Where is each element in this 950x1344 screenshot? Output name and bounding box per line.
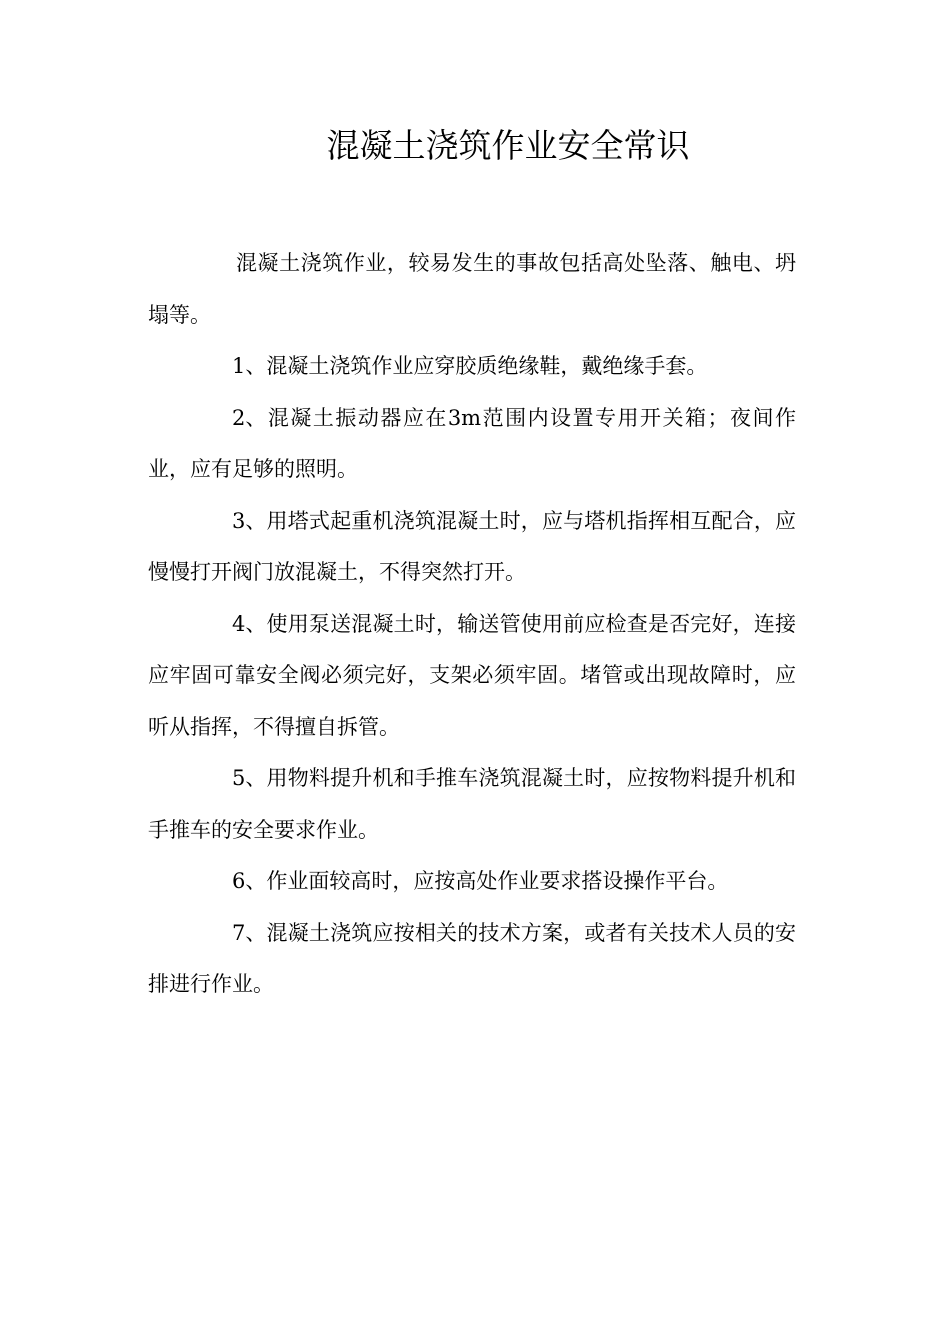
item-number: 2、 [232,405,267,430]
item-text: 混凝土浇筑作业应穿胶质绝缘鞋，戴绝缘手套。 [266,354,708,378]
item-number: 7、 [232,920,267,945]
item-number: 1、 [232,354,267,378]
item-number: 3、 [232,508,267,533]
item-number: 6、 [232,869,267,893]
item-number: 4、 [232,611,267,636]
page-title: 混凝土浇筑作业安全常识 [326,126,690,165]
intro-paragraph: 混凝土浇筑作业，较易发生的事故包括高处坠落、触电、坍塌等。 [148,251,796,327]
item-text: 作业面较高时，应按高处作业要求搭设操作平台。 [266,869,729,893]
list-item-2 [148,393,796,496]
item-text: 混凝土浇筑应按相关的技术方案，或者有关技术人员的安排进行作业。 [148,920,796,996]
list-item-5 [148,753,796,856]
document-body [148,238,796,1011]
item-text: 用物料提升机和手推车浇筑混凝土时，应按物料提升机和手推车的安全要求作业。 [148,766,796,842]
item-text: 用塔式起重机浇筑混凝土时，应与塔机指挥相互配合，应慢慢打开阀门放混凝土，不得突然打开。 [148,508,796,584]
list-item-4 [148,599,796,754]
list-item-7 [148,908,796,1011]
item-number: 5、 [232,766,267,790]
list-item-1 [148,341,796,393]
item-text: 使用泵送混凝土时，输送管使用前应检查是否完好，连接应牢固可靠安全阀必须完好，支架必须牢固。堵管或出现故障时，应听从指挥，不得擅自拆管。 [148,611,796,739]
list-item-3 [148,496,796,599]
list-item-6 [148,856,796,908]
item-text: 混凝土振动器应在3m范围内设置专用开关箱；夜间作业，应有足够的照明。 [148,405,796,481]
